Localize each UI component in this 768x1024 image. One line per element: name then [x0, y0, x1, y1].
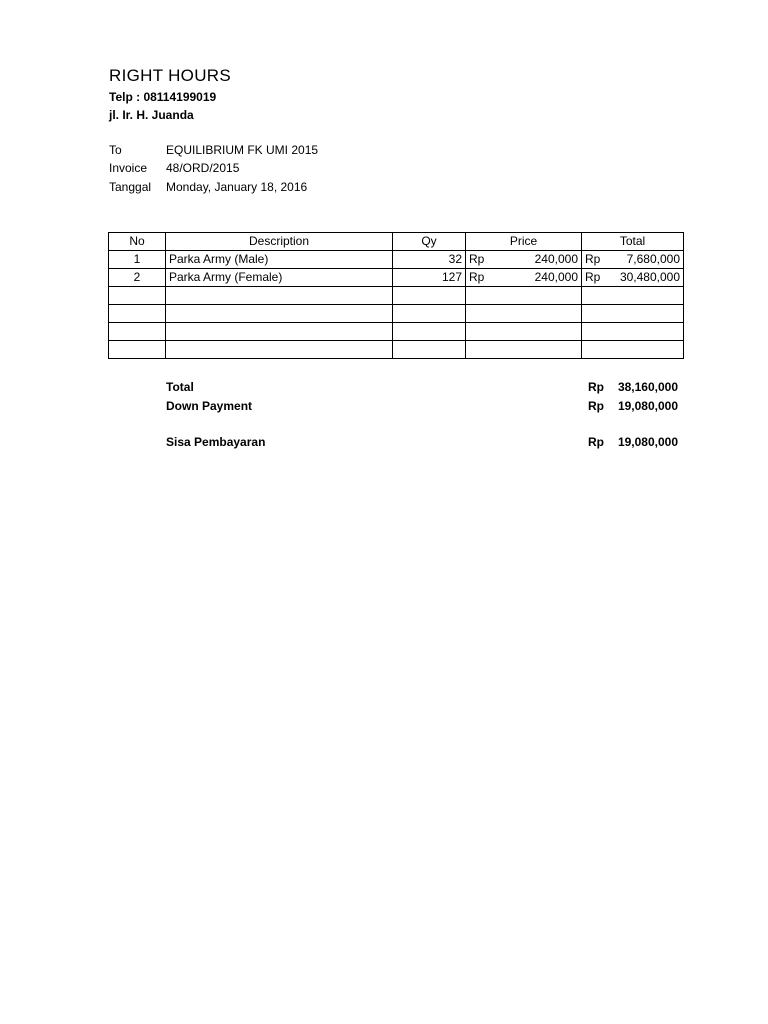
empty-row: [109, 323, 684, 341]
header-total: Total: [582, 233, 684, 251]
invoice-date: Monday, January 18, 2016: [166, 180, 308, 194]
company-phone: Telp : 08114199019: [109, 90, 217, 104]
invoice-number: 48/ORD/2015: [166, 161, 240, 175]
date-label: Tanggal: [109, 180, 152, 194]
row-total: [582, 251, 684, 269]
row-description: Parka Army (Female): [166, 269, 393, 287]
row-price: [466, 269, 582, 287]
summary-down-payment-currency: Rp: [588, 399, 604, 413]
invoice-label: Invoice: [109, 161, 148, 175]
company-address: jl. Ir. H. Juanda: [109, 108, 194, 122]
summary-remaining-value: 19,080,000: [617, 435, 678, 449]
empty-row: [109, 287, 684, 305]
currency-label: Rp: [469, 252, 485, 266]
invoice-items-table: [108, 232, 684, 359]
header-no: No: [109, 233, 166, 251]
summary-remaining-currency: Rp: [588, 435, 604, 449]
summary-down-payment-value: 19,080,000: [617, 399, 678, 413]
summary-remaining-label: Sisa Pembayaran: [166, 435, 266, 449]
total-amount: 7,680,000: [626, 252, 680, 266]
header-qty: Qy: [393, 233, 466, 251]
to-value: EQUILIBRIUM FK UMI 2015: [166, 143, 319, 157]
price-amount: 240,000: [534, 252, 578, 266]
total-amount: 30,480,000: [619, 270, 680, 284]
row-no: 1: [109, 251, 166, 269]
table-row: [109, 251, 684, 269]
summary-total-value: 38,160,000: [617, 380, 678, 394]
currency-label: Rp: [585, 252, 601, 266]
price-amount: 240,000: [534, 270, 578, 284]
row-price: [466, 251, 582, 269]
table-header-row: [109, 233, 684, 251]
row-qty: 32: [393, 251, 466, 269]
row-no: 2: [109, 269, 166, 287]
to-label: To: [109, 143, 122, 157]
summary-total-currency: Rp: [588, 380, 604, 394]
row-total: [582, 269, 684, 287]
table-row: [109, 269, 684, 287]
company-name: RIGHT HOURS: [109, 66, 231, 85]
currency-label: Rp: [469, 270, 485, 284]
empty-row: [109, 341, 684, 359]
summary-total-label: Total: [166, 380, 194, 394]
header-description: Description: [166, 233, 393, 251]
empty-row: [109, 305, 684, 323]
row-qty: 127: [393, 269, 466, 287]
row-description: Parka Army (Male): [166, 251, 393, 269]
header-price: Price: [466, 233, 582, 251]
currency-label: Rp: [585, 270, 601, 284]
summary-down-payment-label: Down Payment: [166, 399, 253, 413]
